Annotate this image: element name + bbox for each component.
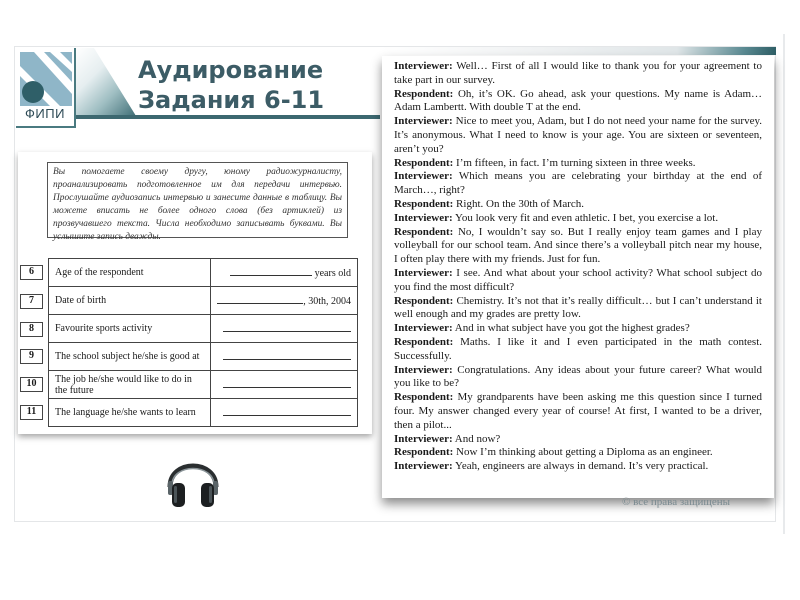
- transcript-line: [394, 88, 762, 116]
- speaker-label: Respondent:: [394, 87, 454, 100]
- utterance: Oh, it’s OK. Go ahead, ask your questions. My name is Adam… Adam Lambertt. With double T at the end.: [394, 87, 763, 114]
- headphones-icon[interactable]: [160, 445, 226, 511]
- answer-blank[interactable]: [230, 266, 312, 276]
- answer-cell[interactable]: [211, 399, 358, 427]
- table-row: [49, 259, 358, 287]
- title-line-2: Задания 6-11: [138, 86, 325, 114]
- answer-blank[interactable]: [223, 350, 351, 360]
- transcript-line: [394, 170, 762, 198]
- speaker-label: Interviewer:: [394, 432, 453, 445]
- question-number: 11: [20, 405, 43, 420]
- answer-cell[interactable]: [211, 315, 358, 343]
- speaker-label: Interviewer:: [394, 115, 453, 128]
- answer-table: [48, 258, 358, 427]
- answer-blank[interactable]: [223, 322, 351, 332]
- transcript-line: [394, 460, 762, 474]
- table-row: [49, 399, 358, 427]
- speaker-label: Respondent:: [394, 446, 454, 459]
- logo-text: ФИПИ: [25, 106, 65, 121]
- question-number: 8: [20, 322, 43, 337]
- utterance: Congratulations. Any ideas about your future career? What would you like to be?: [394, 363, 763, 390]
- answer-blank[interactable]: [223, 378, 351, 388]
- transcript-line: [394, 295, 762, 323]
- speaker-label: Respondent:: [394, 391, 454, 404]
- question-cell: The job he/she would like to do in the future: [49, 371, 211, 399]
- page-title: [138, 55, 324, 115]
- answer-cell[interactable]: [211, 287, 358, 315]
- interview-transcript: [382, 56, 774, 498]
- utterance: My grandparents have been asking me this question since I turned four. My answer changed every year of course! At first, I wanted to be a driver, then a pilot...: [394, 391, 763, 431]
- transcript-line: [394, 336, 762, 364]
- speaker-label: Respondent:: [394, 197, 454, 210]
- utterance: Right. On the 30th of March.: [456, 197, 585, 210]
- speaker-label: Interviewer:: [394, 322, 453, 335]
- utterance: And now?: [454, 432, 501, 445]
- answer-cell[interactable]: [211, 371, 358, 399]
- title-underline: [76, 115, 380, 119]
- transcript-line: [394, 322, 762, 336]
- title-line-1: Аудирование: [138, 56, 324, 84]
- utterance: I’m fifteen, in fact. I’m turning sixteen in three weeks.: [456, 156, 696, 169]
- answer-cell[interactable]: [211, 343, 358, 371]
- speaker-label: Interviewer:: [394, 266, 453, 279]
- utterance: No, I wouldn’t say so. But I really enjoy team games and I play volleyball for our school team. And since there’s a volleyball pitch near my house, I often play there with my friends. Just for fun.: [394, 225, 762, 266]
- table-row: [49, 371, 358, 399]
- fipi-logo: [16, 48, 76, 128]
- transcript-line: [394, 115, 762, 156]
- answer-suffix: years old: [314, 268, 351, 279]
- question-cell: Favourite sports activity: [49, 315, 211, 343]
- speaker-label: Respondent:: [394, 225, 454, 238]
- transcript-line: [394, 446, 762, 460]
- transcript-line: [394, 391, 762, 432]
- transcript-line: [394, 364, 762, 392]
- utterance: Nice to meet you, Adam, but I do not need your name for the survey. It’s anonymous. What I need to know is your age. You are sixteen or seventeen, aren’t you?: [394, 115, 762, 155]
- utterance: Now I’m thinking about getting a Diploma as an engineer.: [456, 446, 713, 459]
- transcript-line: [394, 267, 762, 295]
- utterance: And in what subject have you got the highest grades?: [454, 322, 690, 335]
- question-cell: Age of the respondent: [49, 259, 211, 287]
- utterance: Yeah, engineers are always in demand. It’s very practical.: [454, 460, 709, 473]
- slide-edge: [783, 34, 785, 534]
- transcript-line: [394, 226, 762, 267]
- utterance: I see. And what about your school activity? What school subject do you find the most difficult?: [394, 266, 762, 293]
- table-row: [49, 287, 358, 315]
- question-number: 6: [20, 265, 43, 280]
- utterance: Maths. I like it and I even participated in the math contest. Successfully.: [394, 335, 762, 362]
- speaker-label: Interviewer:: [394, 363, 453, 376]
- answer-cell[interactable]: [211, 259, 358, 287]
- question-number: 7: [20, 294, 43, 309]
- speaker-label: Interviewer:: [394, 211, 453, 224]
- transcript-line: [394, 212, 762, 226]
- transcript-line: [394, 60, 762, 88]
- utterance: Chemistry. It’s not that it’s really difficult… but I can’t understand it well enough and my grades are pretty low.: [394, 294, 762, 321]
- question-cell: The school subject he/she is good at: [49, 343, 211, 371]
- table-row: [49, 343, 358, 371]
- transcript-line: [394, 157, 762, 171]
- transcript-line: [394, 198, 762, 212]
- fipi-logo-icon: [20, 52, 72, 106]
- transcript-line: [394, 433, 762, 447]
- speaker-label: Respondent:: [394, 156, 454, 169]
- table-row: [49, 315, 358, 343]
- speaker-label: Respondent:: [394, 294, 454, 307]
- speaker-label: Interviewer:: [394, 60, 453, 72]
- question-cell: The language he/she wants to learn: [49, 399, 211, 427]
- speaker-label: Interviewer:: [394, 170, 453, 183]
- answer-suffix: , 30th, 2004: [303, 296, 351, 307]
- utterance: Well… First of all I would like to thank you for your agreement to take part in our survey.: [394, 60, 762, 86]
- utterance: You look very fit and even athletic. I bet, you exercise a lot.: [454, 211, 719, 224]
- speaker-label: Interviewer:: [394, 460, 453, 473]
- answer-blank[interactable]: [217, 294, 303, 304]
- header-gradient-bar: [380, 47, 776, 55]
- answer-blank[interactable]: [223, 406, 351, 416]
- question-number: 9: [20, 349, 43, 364]
- question-number: 10: [20, 377, 43, 392]
- instruction-text: Вы помогаете своему другу, юному радиожурналисту, проанализировать подготовленное им для передачи интервью. Прослушайте аудиозапись интервью и занесите данные в таблицу. Вы можете вписать не более одного слова (без артиклей) из прозвучавшего текста. Числа необходимо записывать буквами. Вы услышите запись дважды.: [47, 162, 348, 238]
- speaker-label: Respondent:: [394, 335, 454, 348]
- question-cell: Date of birth: [49, 287, 211, 315]
- copyright-notice: © все права защищены: [622, 496, 731, 508]
- utterance: Which means you are celebrating your birthday at the end of March…, right?: [394, 170, 762, 197]
